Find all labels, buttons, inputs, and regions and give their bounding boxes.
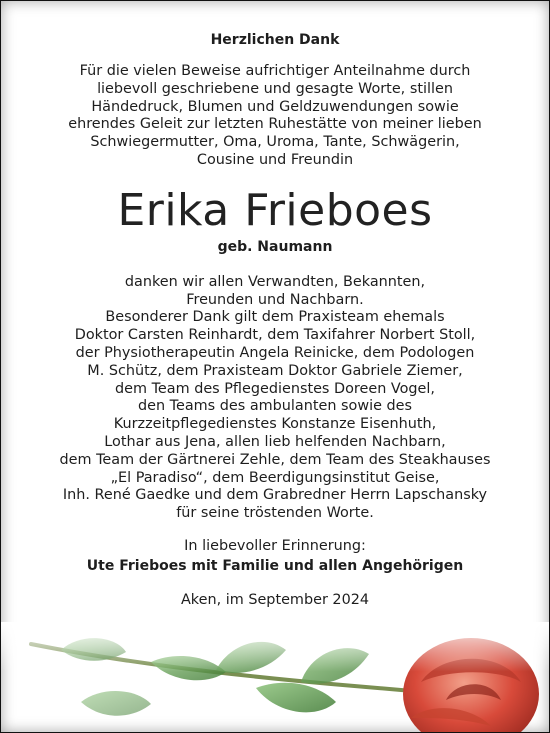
thanks-line: für seine tröstenden Worte. bbox=[176, 505, 374, 522]
thanks-line: dem Team der Gärtnerei Zehle, dem Team des Steakhauses bbox=[59, 451, 491, 468]
thanks-line: Doktor Carsten Reinhardt, dem Taxifahrer Norbert Stoll, bbox=[74, 327, 476, 344]
intro-line: liebevoll geschriebene und gesagte Worte, stillen bbox=[97, 80, 453, 97]
thanks-line: Inh. René Gaedke und dem Grabredner Herrn Lapschansky bbox=[62, 487, 488, 504]
thanks-line: Besonderer Dank gilt dem Praxisteam ehemals bbox=[105, 309, 445, 326]
thanks-line: Kurzzeitpflegedienstes Konstanze Eisenhuth, bbox=[113, 416, 437, 433]
notice-content bbox=[1, 31, 549, 609]
heading: Herzlichen Dank bbox=[210, 32, 340, 48]
rose-image bbox=[1, 622, 550, 732]
intro-line: Händedruck, Blumen und Geldzuwendungen sowie bbox=[91, 98, 459, 115]
intro-paragraph bbox=[1, 63, 549, 170]
thanks-line: dem Team des Pflegedienstes Doreen Vogel, bbox=[115, 380, 435, 397]
intro-line: Schwiegermutter, Oma, Uroma, Tante, Schwägerin, bbox=[90, 134, 460, 151]
thanks-line: M. Schütz, dem Praxisteam Doktor Gabriele Ziemer, bbox=[87, 362, 463, 379]
thanks-line: der Physiotherapeutin Angela Reinicke, dem Podologen bbox=[75, 344, 475, 361]
intro-line: ehrendes Geleit zur letzten Ruhestätte von meiner lieben bbox=[68, 116, 482, 133]
place-date: Aken, im September 2024 bbox=[180, 591, 370, 608]
thanks-line: Lothar aus Jena, allen lieb helfenden Nachbarn, bbox=[104, 433, 446, 450]
thanks-paragraph bbox=[1, 274, 549, 523]
thanks-line: Freunden und Nachbarn. bbox=[186, 291, 364, 308]
intro-line: Cousine und Freundin bbox=[196, 151, 354, 168]
maiden-name: geb. Naumann bbox=[217, 238, 333, 255]
deceased-name: Erika Frieboes bbox=[117, 184, 433, 236]
intro-line: Für die vielen Beweise aufrichtiger Anteilnahme durch bbox=[79, 63, 471, 79]
signers: Ute Frieboes mit Familie und allen Angehörigen bbox=[86, 557, 464, 574]
thanks-line: den Teams des ambulanten sowie des bbox=[137, 398, 413, 415]
thanks-line: danken wir allen Verwandten, Bekannten, bbox=[124, 273, 426, 290]
memory-line: In liebevoller Erinnerung: bbox=[184, 537, 366, 554]
thanks-line: „El Paradiso“, dem Beerdigungsinstitut Geise, bbox=[110, 469, 440, 486]
